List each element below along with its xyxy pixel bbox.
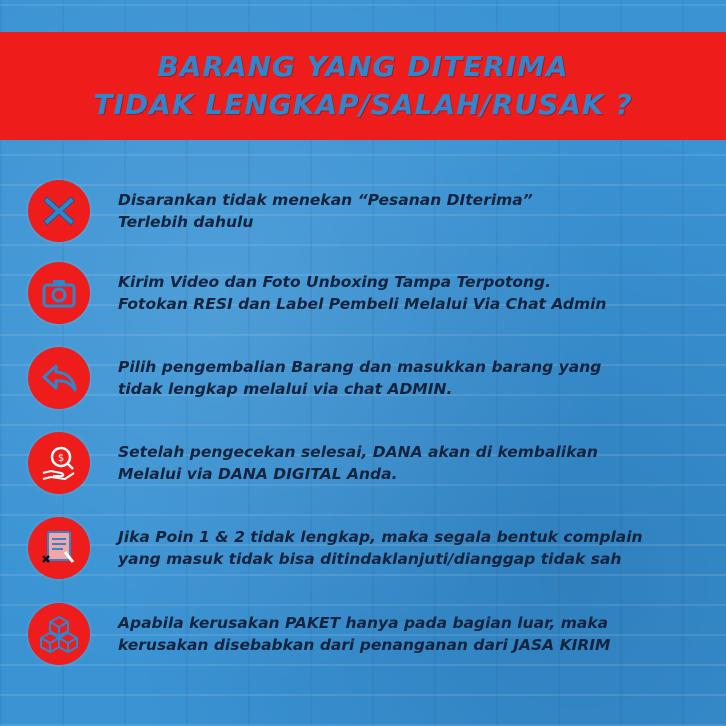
step-3-line-1: Pilih pengembalian Barang dan masukkan barang yang [118, 358, 602, 376]
step-2-line-1: Kirim Video dan Foto Unboxing Tampa Terpotong. [118, 273, 552, 291]
step-2-line-2: Fotokan RESI dan Label Pembeli Melalui Via Chat Admin [118, 295, 607, 313]
boxes-icon [28, 603, 90, 665]
step-1 [28, 176, 708, 246]
step-6 [28, 599, 708, 669]
x-mark-icon [28, 180, 90, 242]
step-5-line-2: yang masuk tidak bisa ditindaklanjuti/dianggap tidak sah [118, 550, 622, 568]
step-4 [28, 428, 708, 498]
step-5-line-1: Jika Poin 1 & 2 tidak lengkap, maka segala bentuk complain [118, 528, 643, 546]
title-line-2: TIDAK LENGKAP/SALAH/RUSAK ? [93, 88, 633, 121]
step-3-line-2: tidak lengkap melalui via chat ADMIN. [118, 380, 453, 398]
step-5-text [118, 526, 643, 570]
step-2-text [118, 271, 606, 315]
step-4-line-1: Setelah pengecekan selesai, DANA akan di kembalikan [118, 443, 598, 461]
step-1-line-2: Terlebih dahulu [118, 213, 254, 231]
return-arrow-icon [28, 347, 90, 409]
step-3 [28, 343, 708, 413]
svg-text:$: $ [57, 453, 65, 464]
step-4-text [118, 441, 598, 485]
step-6-text [118, 612, 610, 656]
step-6-line-1: Apabila kerusakan PAKET hanya pada bagian luar, maka [118, 614, 609, 632]
step-3-text [118, 356, 601, 400]
title-line-1: BARANG YANG DITERIMA [157, 50, 569, 83]
step-6-line-2: kerusakan disebabkan dari penanganan dari JASA KIRIM [118, 636, 611, 654]
document-x-icon [28, 517, 90, 579]
step-1-line-1: Disarankan tidak menekan “Pesanan DIterima” [118, 191, 533, 209]
step-4-line-2: Melalui via DANA DIGITAL Anda. [118, 465, 398, 483]
step-5 [28, 513, 708, 583]
camera-icon [28, 262, 90, 324]
refund-search-icon [28, 432, 90, 494]
step-2 [28, 258, 708, 328]
title-banner [0, 32, 726, 140]
step-1-text [118, 189, 533, 233]
